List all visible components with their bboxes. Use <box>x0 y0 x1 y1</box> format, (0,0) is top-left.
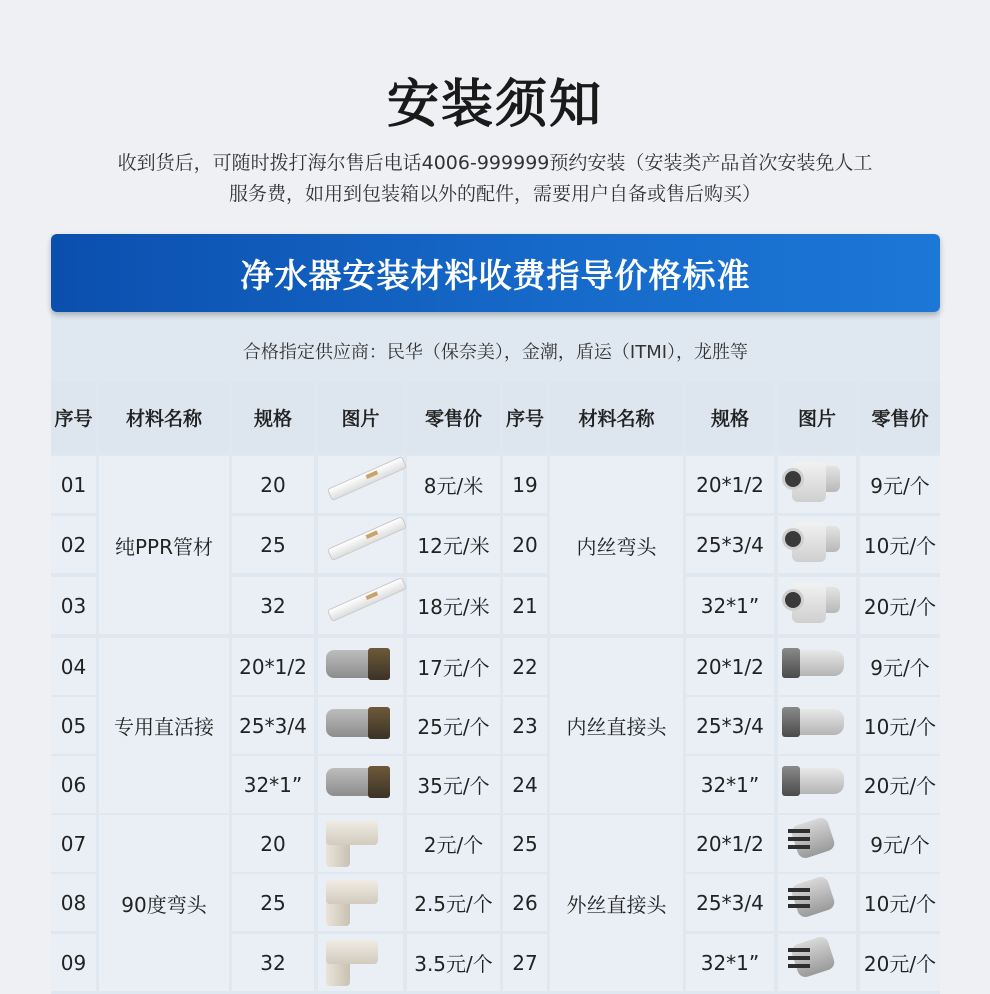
right-row-spec: 25*3/4 <box>686 516 774 573</box>
right-row-spec: 20*1/2 <box>686 456 774 513</box>
left-row-spec: 32 <box>232 934 314 991</box>
left-row-price: 18元/米 <box>407 577 500 634</box>
right-row-spec: 25*3/4 <box>686 874 774 931</box>
left-row-picture <box>318 577 403 634</box>
right-row-spec: 20*1/2 <box>686 815 774 872</box>
right-row-picture <box>778 815 856 872</box>
right-row-no: 22 <box>503 638 547 695</box>
right-row-picture <box>778 456 856 513</box>
right-header-spec: 规格 <box>686 382 774 452</box>
right-row-spec: 32*1” <box>686 934 774 991</box>
male-coupling-icon <box>778 934 856 991</box>
left-group-name: 专用直活接 <box>99 638 229 813</box>
left-row-picture <box>318 516 403 573</box>
right-row-no: 20 <box>503 516 547 573</box>
notice-line-1: 收到货后，可随时拨打海尔售后电话4006-999999预约安装（安装类产品首次安装免人工 <box>117 152 873 174</box>
left-row-picture <box>318 756 403 813</box>
left-row-price: 35元/个 <box>407 756 500 813</box>
union-fitting-icon <box>318 756 403 813</box>
right-row-price: 10元/个 <box>860 874 940 931</box>
right-row-no: 26 <box>503 874 547 931</box>
notice-line-2: 服务费，如用到包装箱以外的配件，需要用户自备或售后购买） <box>228 183 761 205</box>
left-row-spec: 25 <box>232 516 314 573</box>
left-header-picture: 图片 <box>318 382 403 452</box>
left-row-no: 09 <box>51 934 96 991</box>
female-elbow-icon <box>778 577 856 634</box>
left-row-no: 07 <box>51 815 96 872</box>
left-row-spec: 20 <box>232 456 314 513</box>
left-row-no: 02 <box>51 516 96 573</box>
right-row-no: 24 <box>503 756 547 813</box>
union-fitting-icon <box>318 638 403 695</box>
left-header-no: 序号 <box>51 382 96 452</box>
right-row-picture <box>778 756 856 813</box>
right-group-name: 内丝直接头 <box>550 638 683 813</box>
right-row-picture <box>778 577 856 634</box>
right-row-price: 9元/个 <box>860 456 940 513</box>
left-row-no: 06 <box>51 756 96 813</box>
left-row-picture <box>318 934 403 991</box>
ppr-pipe-icon <box>318 577 403 634</box>
left-row-spec: 32*1” <box>232 756 314 813</box>
left-row-spec: 25*3/4 <box>232 697 314 754</box>
right-row-picture <box>778 638 856 695</box>
union-fitting-icon <box>318 697 403 754</box>
left-row-price: 25元/个 <box>407 697 500 754</box>
right-row-no: 25 <box>503 815 547 872</box>
right-row-price: 10元/个 <box>860 697 940 754</box>
right-row-price: 20元/个 <box>860 934 940 991</box>
right-row-picture <box>778 874 856 931</box>
right-row-no: 27 <box>503 934 547 991</box>
right-header-name: 材料名称 <box>550 382 683 452</box>
right-row-no: 19 <box>503 456 547 513</box>
left-header-name: 材料名称 <box>99 382 229 452</box>
right-row-spec: 32*1” <box>686 756 774 813</box>
left-row-spec: 20 <box>232 815 314 872</box>
right-row-price: 10元/个 <box>860 516 940 573</box>
elbow-90-icon <box>318 815 403 872</box>
right-row-spec: 32*1” <box>686 577 774 634</box>
left-row-spec: 20*1/2 <box>232 638 314 695</box>
left-row-picture <box>318 697 403 754</box>
female-coupling-icon <box>778 697 856 754</box>
right-row-no: 23 <box>503 697 547 754</box>
right-row-spec: 25*3/4 <box>686 697 774 754</box>
left-row-no: 01 <box>51 456 96 513</box>
left-header-spec: 规格 <box>232 382 314 452</box>
female-coupling-icon <box>778 756 856 813</box>
right-row-spec: 20*1/2 <box>686 638 774 695</box>
ppr-pipe-icon <box>318 516 403 573</box>
left-header-price: 零售价 <box>407 382 500 452</box>
right-row-price: 9元/个 <box>860 815 940 872</box>
right-row-price: 9元/个 <box>860 638 940 695</box>
left-row-no: 08 <box>51 874 96 931</box>
female-elbow-icon <box>778 456 856 513</box>
right-row-picture <box>778 516 856 573</box>
table-banner: 净水器安装材料收费指导价格标准 <box>51 234 940 312</box>
left-row-price: 2.5元/个 <box>407 874 500 931</box>
left-row-price: 17元/个 <box>407 638 500 695</box>
right-group-name: 外丝直接头 <box>550 815 683 991</box>
left-row-no: 05 <box>51 697 96 754</box>
right-row-price: 20元/个 <box>860 756 940 813</box>
right-header-no: 序号 <box>503 382 547 452</box>
install-notice <box>80 148 910 210</box>
left-row-picture <box>318 638 403 695</box>
left-row-price: 8元/米 <box>407 456 500 513</box>
left-group-name: 90度弯头 <box>99 815 229 991</box>
left-row-picture <box>318 874 403 931</box>
male-coupling-icon <box>778 815 856 872</box>
right-row-picture <box>778 934 856 991</box>
right-row-picture <box>778 697 856 754</box>
supplier-note: 合格指定供应商：民华（保奈美），金潮，盾运（ITMI），龙胜等 <box>242 342 749 363</box>
page-title: 安装须知 <box>386 75 603 135</box>
left-row-no: 03 <box>51 577 96 634</box>
female-elbow-icon <box>778 516 856 573</box>
left-group-name: 纯PPR管材 <box>99 456 229 634</box>
right-header-picture: 图片 <box>778 382 856 452</box>
right-row-no: 21 <box>503 577 547 634</box>
left-row-price: 12元/米 <box>407 516 500 573</box>
left-row-price: 2元/个 <box>407 815 500 872</box>
elbow-90-icon <box>318 874 403 931</box>
left-row-picture <box>318 456 403 513</box>
left-row-picture <box>318 815 403 872</box>
left-row-spec: 32 <box>232 577 314 634</box>
right-group-name: 内丝弯头 <box>550 456 683 634</box>
right-row-price: 20元/个 <box>860 577 940 634</box>
male-coupling-icon <box>778 874 856 931</box>
left-row-no: 04 <box>51 638 96 695</box>
elbow-90-icon <box>318 934 403 991</box>
female-coupling-icon <box>778 638 856 695</box>
ppr-pipe-icon <box>318 456 403 513</box>
left-row-spec: 25 <box>232 874 314 931</box>
right-header-price: 零售价 <box>860 382 940 452</box>
left-row-price: 3.5元/个 <box>407 934 500 991</box>
